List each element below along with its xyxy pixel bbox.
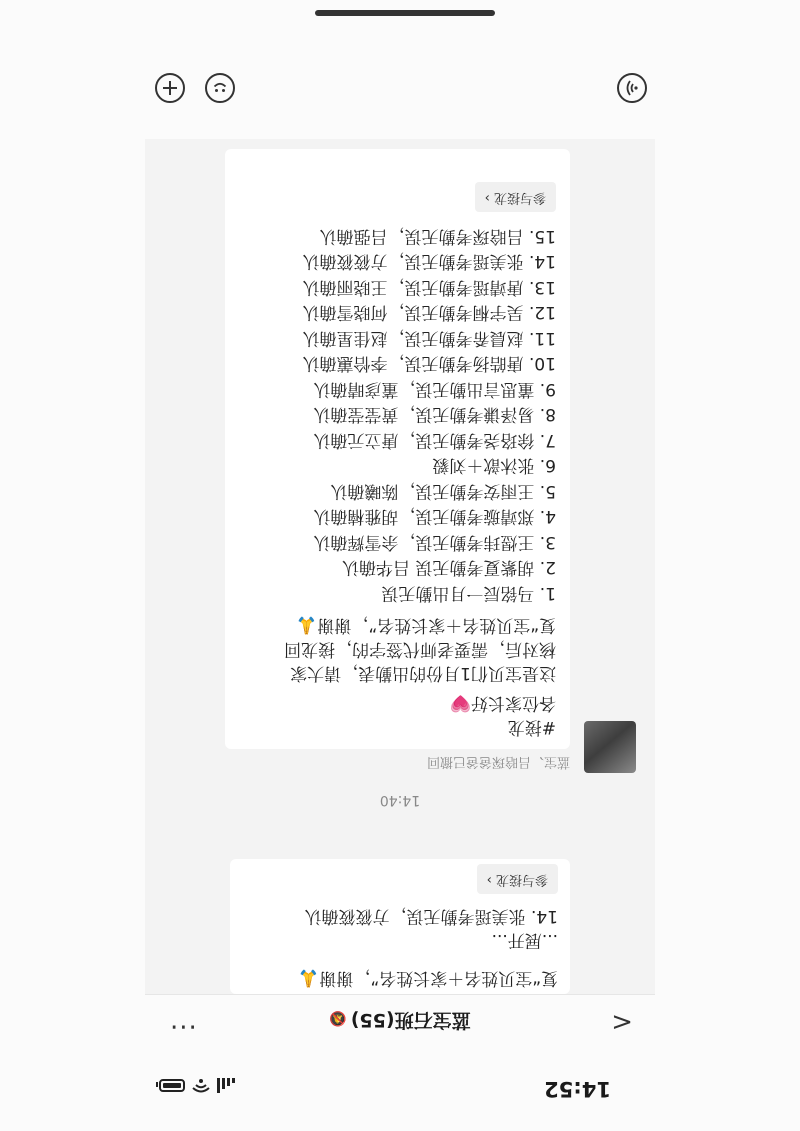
list-item: 13. 唐靖瑶考勤无误，王晓丽确认 [302, 277, 556, 297]
list-item: 12. 吴宇桐考勤无误，何晓雪确认 [302, 302, 556, 323]
list-item: 15. 吕晗琛考勤无误，吕强确认 [319, 226, 556, 246]
sender-name: 蓝宝、吕晗琛爸爸已撤回 [426, 754, 570, 769]
list-item: 8. 易泽谦考勤无误，黄莹莹确认 [313, 404, 556, 425]
back-icon[interactable]: < [611, 1007, 633, 1037]
status-icons [159, 1075, 235, 1097]
chat-title [145, 1008, 655, 1035]
voice-icon[interactable] [617, 73, 647, 103]
expand-link[interactable]: ...展开... [491, 930, 558, 950]
heart-icon: 💗 [449, 693, 471, 713]
timestamp: 14:40 [379, 792, 421, 808]
smile-face-icon [207, 75, 233, 101]
plus-icon[interactable] [155, 73, 185, 103]
list-item: 6. 张沐歆＋刘毅 [432, 455, 556, 476]
status-bar [145, 1059, 655, 1109]
list-item: 11. 赵晨希考勤无误，赵佳星确认 [302, 328, 556, 348]
list-item: 4. 郑靖璇考勤无误，胡雅楠确认 [313, 506, 556, 527]
list-item: 1. 马铭辰一月出勤无误 [381, 583, 556, 603]
list-item: 2. 胡紫夏考勤无误 吕华确认 [341, 557, 556, 578]
list-item: 7. 徐珞尧考勤无误，唐立元确认 [313, 430, 556, 450]
intro-line: 复“宝贝姓名＋家长姓名”，谢谢🙏 [296, 615, 556, 635]
group-name: 蓝宝石班(55) [350, 1009, 471, 1031]
preview-line: 14. 张美瑶考勤无误，方筱筱确认 [304, 906, 558, 926]
solitaire-list [239, 223, 556, 606]
status-time: 14:52 [544, 1077, 611, 1101]
list-item: 9. 董思言出勤无误，董彦晴确认 [313, 379, 556, 399]
message-bubble-solitaire[interactable] [225, 149, 570, 749]
chat-header [145, 994, 655, 1047]
join-solitaire-button[interactable]: 参与接龙 › [477, 864, 558, 894]
intro-line: 核对后，需要老师代签字的，接龙回 [284, 639, 556, 659]
home-indicator[interactable] [315, 10, 495, 16]
list-item: 10. 唐皓扬考勤无误，李恰蕙确认 [302, 353, 556, 374]
join-solitaire-button[interactable]: 参与接龙 › [475, 183, 556, 213]
battery-icon [159, 1080, 185, 1093]
list-item: 5. 王雨安考勤无误，陈曦确认 [330, 481, 556, 501]
input-bar [145, 0, 655, 138]
wifi-icon [192, 1079, 210, 1093]
list-item: 3. 王煜玮考勤无误，余雪辉确认 [313, 532, 556, 552]
add-icon [157, 75, 183, 101]
mute-icon: 🔕 [329, 1010, 347, 1026]
emoji-icon[interactable] [205, 73, 235, 103]
avatar[interactable] [584, 721, 636, 773]
hashtag: #接龙 [507, 717, 556, 737]
list-item: 14. 张美瑶考勤无误，方筱筱确认 [302, 251, 556, 272]
more-icon[interactable]: ··· [169, 1011, 197, 1041]
greeting-line: 各位家长好💗 [449, 693, 556, 713]
signal-icon [217, 1078, 235, 1094]
voice-wave-icon [619, 75, 645, 101]
intro-line: 这是宝贝们1月份的出勤表，请大家 [290, 663, 556, 683]
preview-line: 复“宝贝姓名＋家长姓名”，谢谢🙏 [298, 968, 558, 988]
message-bubble-preview[interactable] [230, 859, 570, 994]
